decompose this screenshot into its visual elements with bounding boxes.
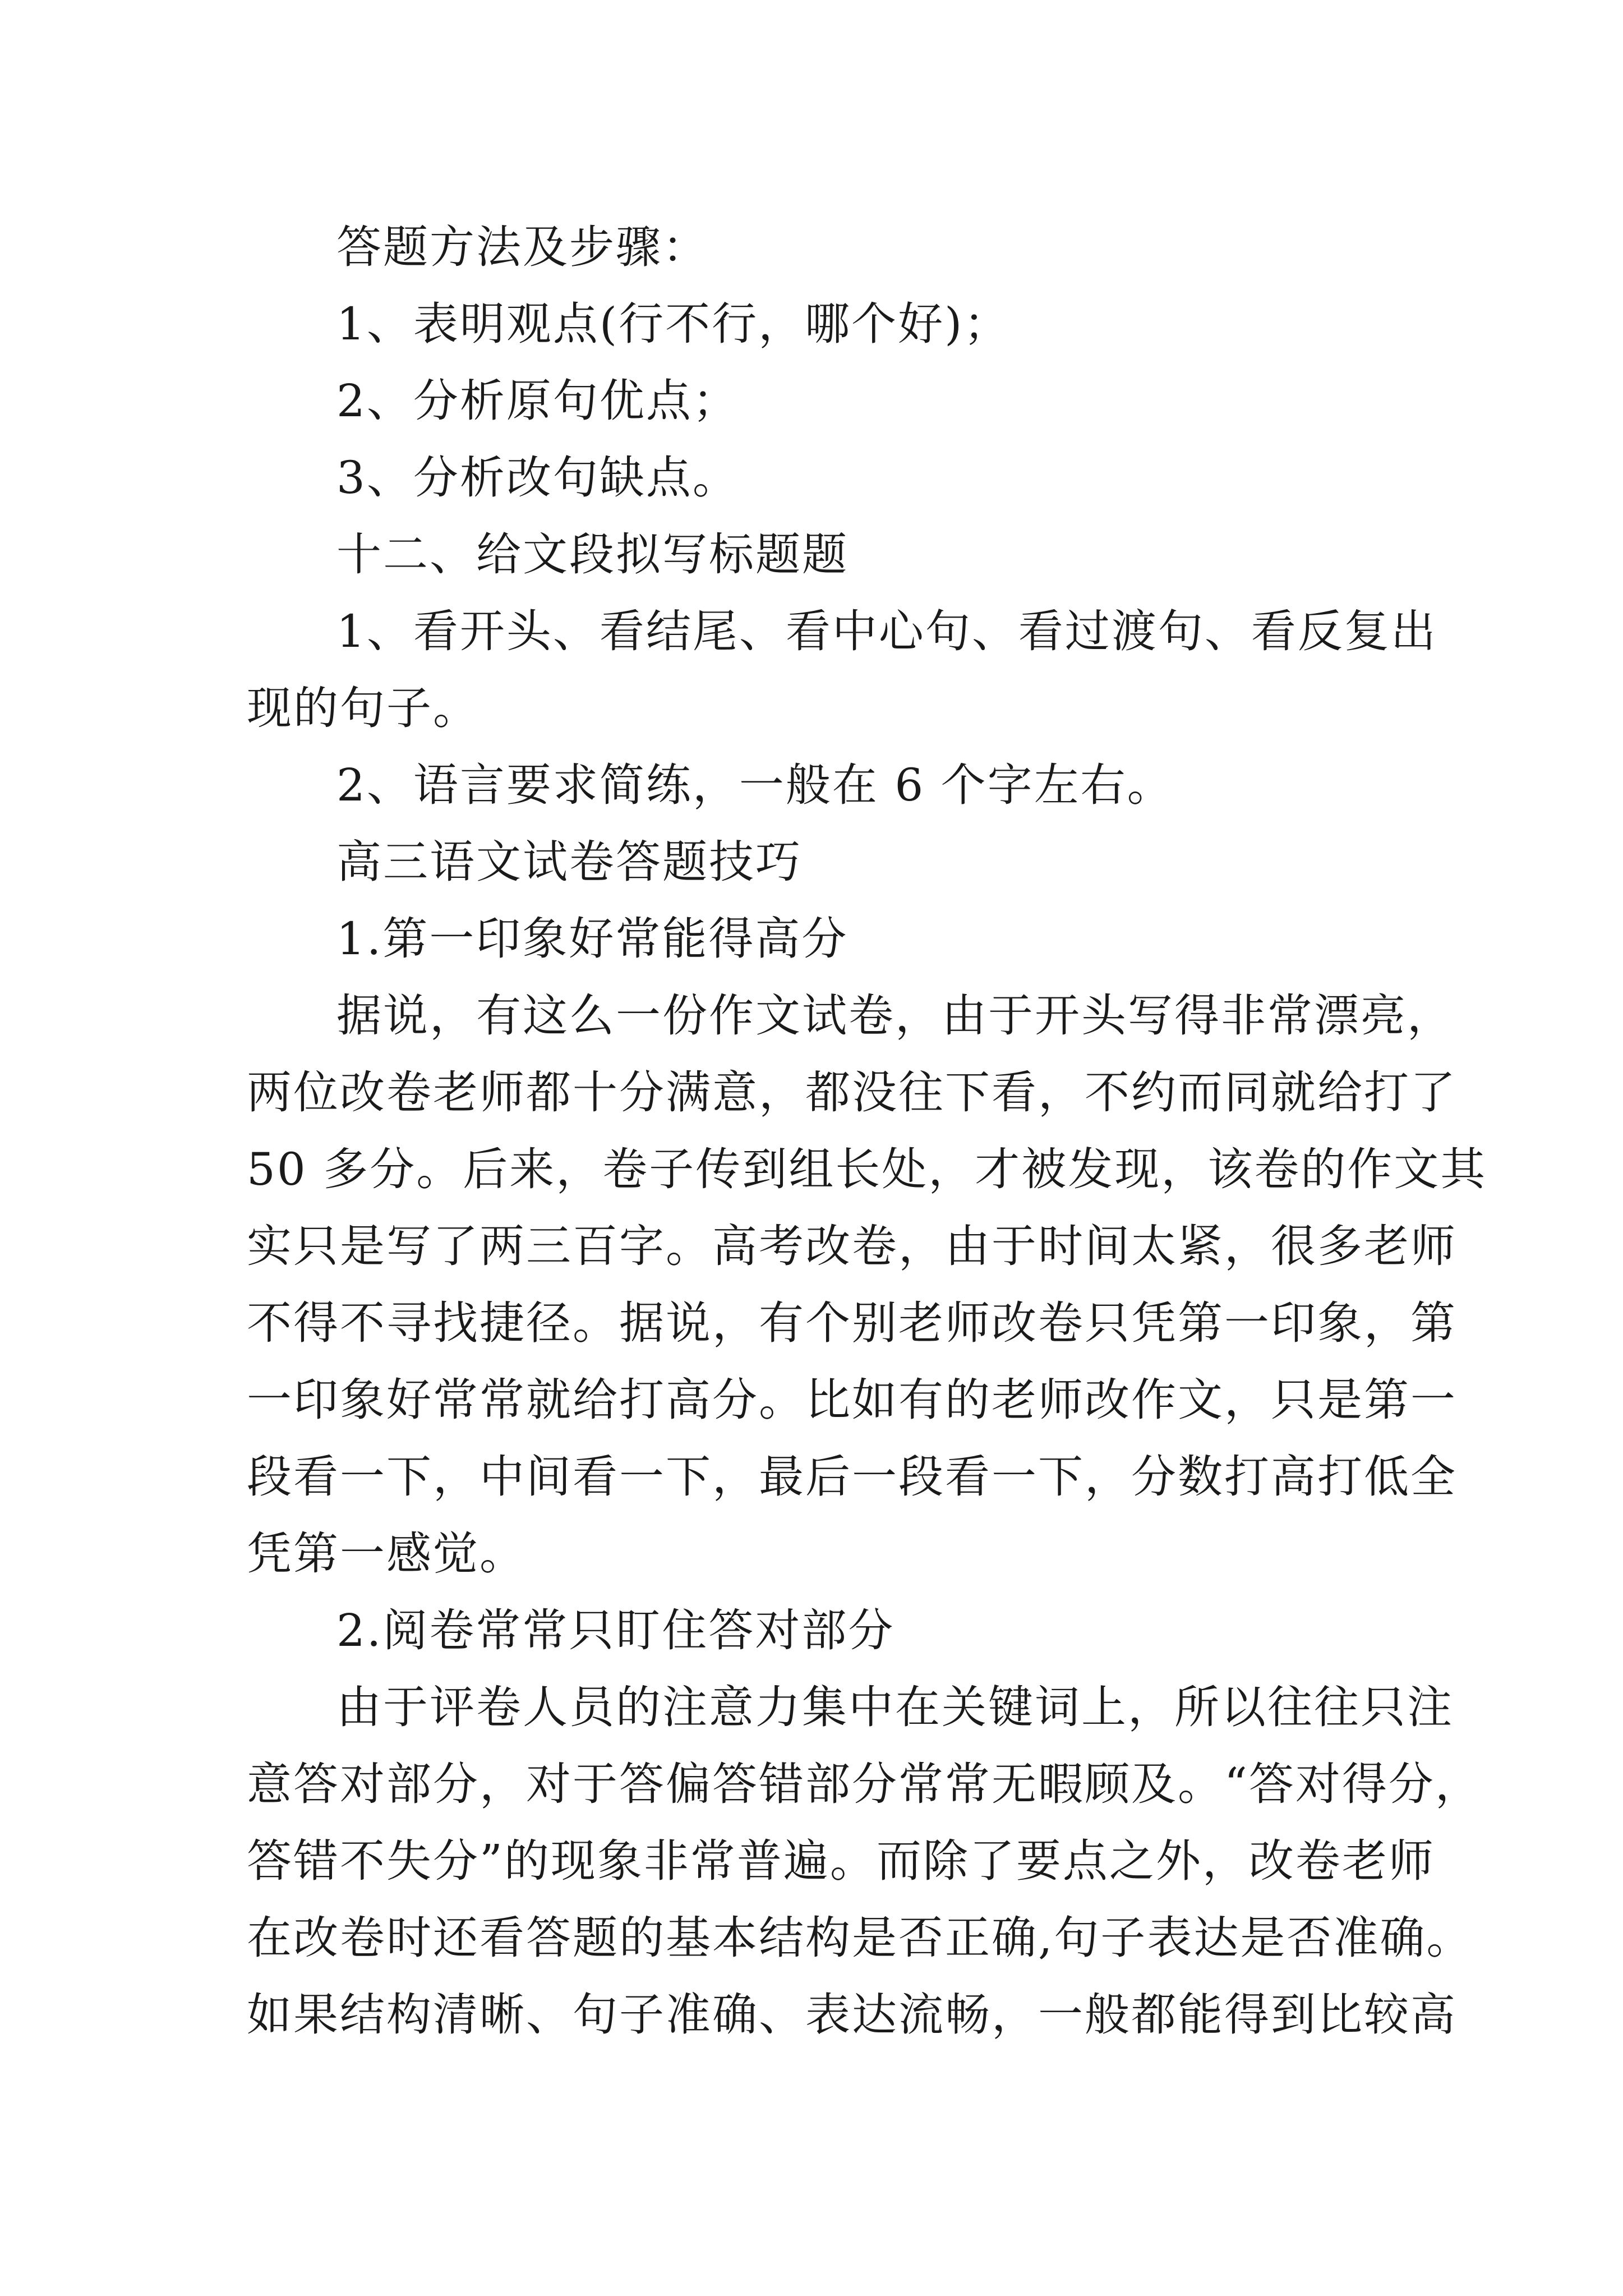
text-line: 现的句子。 bbox=[247, 682, 479, 734]
subsection-heading: 2.阅卷常常只盯住答对部分 bbox=[336, 1604, 895, 1657]
text-line: 凭第一感觉。 bbox=[247, 1527, 526, 1580]
text-line: 50 多分。后来，卷子传到组长处，才被发现，该卷的作文其 bbox=[247, 1143, 1487, 1195]
text-line: 答错不失分”的现象非常普遍。而除了要点之外，改卷老师 bbox=[247, 1835, 1435, 1887]
subsection-heading: 1.第一印象好常能得高分 bbox=[336, 913, 849, 965]
text-line: 2、分析原句优点； bbox=[336, 375, 739, 427]
text-line: 实只是写了两三百字。高考改卷，由于时间太紧，很多老师 bbox=[247, 1220, 1457, 1272]
text-line: 两位改卷老师都十分满意，都没往下看，不约而同就给打了 bbox=[247, 1066, 1457, 1119]
text-line: 在改卷时还看答题的基本结构是否正确,句子表达是否准确。 bbox=[247, 1912, 1473, 1964]
section-heading: 十二、给文段拟写标题题 bbox=[336, 528, 849, 581]
text-line: 据说，有这么一份作文试卷，由于开头写得非常漂亮， bbox=[336, 990, 1454, 1042]
text-line: 段看一下，中间看一下，最后一段看一下，分数打高打低全 bbox=[247, 1451, 1457, 1503]
text-line: 1、表明观点(行不行，哪个好)； bbox=[336, 298, 1011, 350]
section-heading: 高三语文试卷答题技巧 bbox=[336, 836, 802, 888]
text-line: 意答对部分，对于答偏答错部分常常无暇顾及。“答对得分， bbox=[247, 1758, 1482, 1810]
text-line: 2、语言要求简练，一般在 6 个字左右。 bbox=[336, 759, 1174, 811]
text-line: 1、看开头、看结尾、看中心句、看过渡句、看反复出 bbox=[336, 605, 1437, 657]
text-line: 一印象好常常就给打高分。比如有的老师改作文，只是第一 bbox=[247, 1374, 1457, 1426]
document-body bbox=[247, 209, 1487, 2053]
text-line: 由于评卷人员的注意力集中在关键词上，所以往往只注 bbox=[336, 1681, 1454, 1733]
text-line: 如果结构清晰、句子准确、表达流畅，一般都能得到比较高 bbox=[247, 1989, 1457, 2041]
text-line: 答题方法及步骤： bbox=[336, 221, 709, 273]
text-line: 不得不寻找捷径。据说，有个别老师改卷只凭第一印象，第 bbox=[247, 1297, 1457, 1349]
text-line: 3、分析改句缺点。 bbox=[336, 452, 739, 504]
